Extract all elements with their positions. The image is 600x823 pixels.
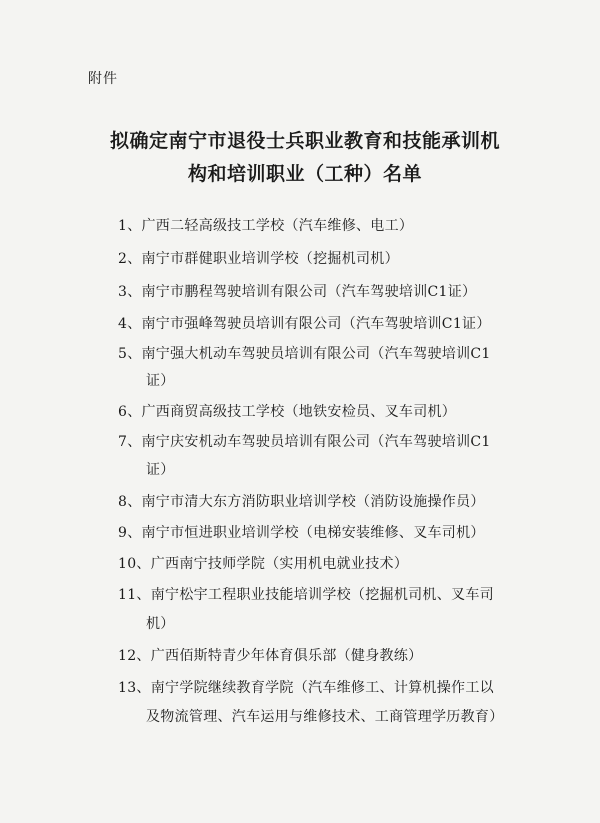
list-item-3: 3、南宁市鹏程驾驶培训有限公司（汽车驾驶培训C1证） (118, 284, 477, 300)
list-item-10: 10、广西南宁技师学院（实用机电就业技术） (118, 556, 409, 572)
attachment-label: 附件 (88, 71, 118, 87)
list-item-5: 5、南宁强大机动车驾驶员培训有限公司（汽车驾驶培训C1 (118, 346, 491, 362)
list-item-7: 7、南宁庆安机动车驾驶员培训有限公司（汽车驾驶培训C1 (118, 434, 491, 450)
list-item-7-continuation: 证） (146, 462, 175, 478)
list-item-12: 12、广西佰斯特青少年体育俱乐部（健身教练） (118, 648, 423, 664)
list-item-4: 4、南宁市强峰驾驶员培训有限公司（汽车驾驶培训C1证） (118, 316, 491, 332)
list-item-13: 13、南宁学院继续教育学院（汽车维修工、计算机操作工以 (118, 680, 494, 696)
list-item-6: 6、广西商贸高级技工学校（地铁安检员、叉车司机） (118, 404, 457, 420)
list-item-9: 9、南宁市恒进职业培训学校（电梯安装维修、叉车司机） (118, 525, 485, 541)
list-item-5-continuation: 证） (146, 373, 175, 389)
list-item-11-continuation: 机） (146, 616, 175, 632)
list-item-2: 2、南宁市群健职业培训学校（挖掘机司机） (118, 251, 399, 267)
document-title-line-2: 构和培训职业（工种）名单 (187, 163, 422, 185)
list-item-1: 1、广西二轻高级技工学校（汽车维修、电工） (118, 218, 414, 234)
document-title-line-1: 拟确定南宁市退役士兵职业教育和技能承训机 (109, 130, 500, 152)
list-item-11: 11、南宁松宇工程职业技能培训学校（挖掘机司机、叉车司 (118, 587, 494, 603)
list-item-13-continuation: 及物流管理、汽车运用与维修技术、工商管理学历教育） (146, 709, 504, 725)
list-item-8: 8、南宁市清大东方消防职业培训学校（消防设施操作员） (118, 494, 485, 510)
